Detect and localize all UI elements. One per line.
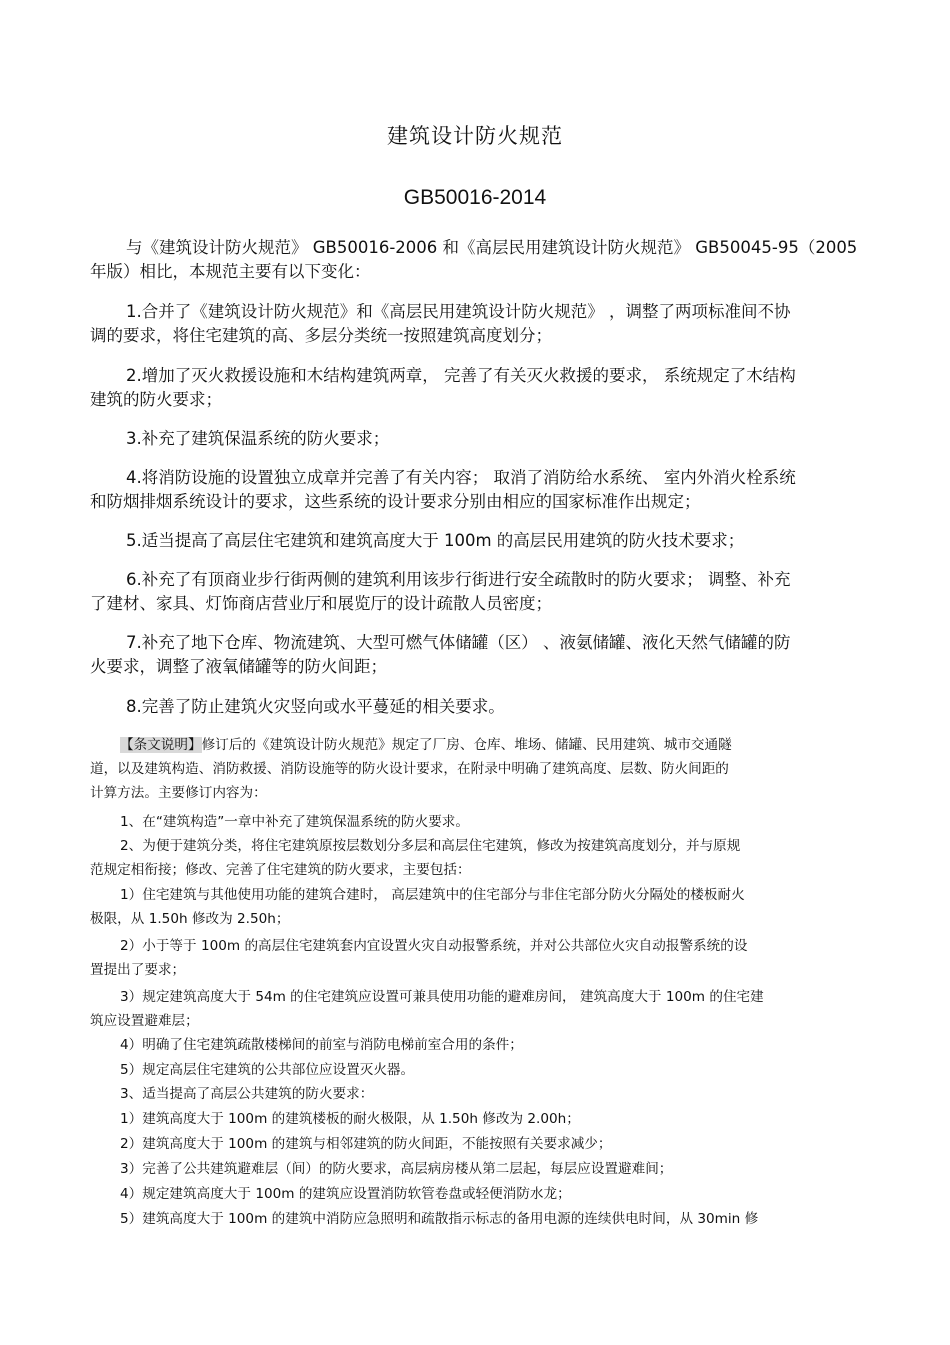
- change-line: 4.将消防设施的设置独立成章并完善了有关内容； 取消了消防给水系统、 室内外消火栓系统: [126, 468, 796, 487]
- change-item-4: [90, 466, 886, 514]
- revision-item: [90, 1182, 886, 1206]
- revision-item: [90, 1207, 886, 1231]
- revision-line: 1）住宅建筑与其他使用功能的建筑合建时， 高层建筑中的住宅部分与非住宅部分防火分隔处的楼板耐火: [120, 887, 745, 903]
- revision-line: 4）明确了住宅建筑疏散楼梯间的前室与消防电梯前室合用的条件；: [120, 1037, 523, 1053]
- change-line: 1.合并了《建筑设计防火规范》和《高层民用建筑设计防火规范》 ，调整了两项标准间不协: [126, 302, 791, 321]
- explanation-tag: 【条文说明】: [120, 737, 202, 753]
- explanation-line: 计算方法。主要修订内容为：: [90, 785, 267, 802]
- revision-item: [90, 810, 886, 834]
- change-item-6: [90, 568, 886, 616]
- revision-line: 2、为便于建筑分类，将住宅建筑原按层数划分多层和高层住宅建筑，修改为按建筑高度划分，并与原规: [120, 838, 741, 854]
- revision-line: 筑应设置避难层；: [90, 1013, 199, 1030]
- change-item-8: [90, 695, 886, 719]
- change-item-2: [90, 364, 886, 412]
- revision-line: 3）完善了公共建筑避难层（间）的防火要求，高层病房楼从第二层起，每层应设置避难间；: [120, 1161, 673, 1177]
- revision-line: 极限，从 1.50h 修改为 2.50h；: [90, 911, 290, 928]
- explanation-line: 道，以及建筑构造、消防救援、消防设施等的防火设计要求，在附录中明确了建筑高度、层数、防火间距的: [90, 761, 729, 778]
- change-line: 调的要求，将住宅建筑的高、多层分类统一按照建筑高度划分；: [90, 326, 552, 345]
- change-line: 火要求，调整了液氧储罐等的防火间距；: [90, 657, 387, 676]
- change-item-3: [90, 427, 886, 451]
- revision-item: [90, 1107, 886, 1131]
- change-item-1: [90, 300, 886, 348]
- revision-line: 3）规定建筑高度大于 54m 的住宅建筑应设置可兼具使用功能的避难房间， 建筑高度大于 100m 的住宅建: [120, 989, 764, 1005]
- revision-item: [90, 834, 886, 882]
- revision-line: 1）建筑高度大于 100m 的建筑楼板的耐火极限，从 1.50h 修改为 2.00h；: [120, 1111, 580, 1127]
- document-title: 建筑设计防火规范: [387, 124, 563, 148]
- revision-line: 4）规定建筑高度大于 100m 的建筑应设置消防软管卷盘或轻便消防水龙；: [120, 1186, 571, 1202]
- revision-line: 5）规定高层住宅建筑的公共部位应设置灭火器。: [120, 1062, 415, 1078]
- change-line: 建筑的防火要求；: [90, 390, 222, 409]
- change-item-7: [90, 631, 886, 679]
- intro-paragraph: [90, 236, 886, 284]
- revision-item: [90, 985, 886, 1033]
- revision-item: [90, 883, 886, 931]
- revision-line: 2）小于等于 100m 的高层住宅建筑套内宜设置火灾自动报警系统，并对公共部位火灾自动报警系统的设: [120, 938, 748, 954]
- revision-item: [90, 1082, 886, 1106]
- revision-line: 3、适当提高了高层公共建筑的防火要求：: [120, 1086, 374, 1102]
- revision-line: 5）建筑高度大于 100m 的建筑中消防应急照明和疏散指示标志的备用电源的连续供电时间，从 30min 修: [120, 1211, 759, 1227]
- change-line: 3.补充了建筑保温系统的防火要求；: [126, 429, 390, 448]
- revision-item: [90, 1132, 886, 1156]
- revision-item: [90, 1058, 886, 1082]
- explanation-paragraph: [90, 733, 886, 806]
- change-line: 和防烟排烟系统设计的要求，这些系统的设计要求分别由相应的国家标准作出规定；: [90, 492, 701, 511]
- explanation-line: [90, 733, 886, 757]
- change-line: 5.适当提高了高层住宅建筑和建筑高度大于 100m 的高层民用建筑的防火技术要求；: [126, 531, 745, 550]
- revision-item: [90, 1033, 886, 1057]
- change-line: 7.补充了地下仓库、物流建筑、大型可燃气体储罐（区） 、液氨储罐、液化天然气储罐的防: [126, 633, 791, 652]
- change-item-5: [90, 529, 886, 553]
- change-line: 8.完善了防止建筑火灾竖向或水平蔓延的相关要求。: [126, 697, 505, 716]
- revision-line: 1、在“建筑构造”一章中补充了建筑保温系统的防火要求。: [120, 814, 469, 830]
- change-line: 2.增加了灭火救援设施和木结构建筑两章， 完善了有关灭火救援的要求， 系统规定了木结构: [126, 366, 796, 385]
- revision-line: 范规定相衔接；修改、完善了住宅建筑的防火要求，主要包括：: [90, 862, 471, 879]
- intro-line: 与《建筑设计防火规范》 GB50016-2006 和《高层民用建筑设计防火规范》 GB50045-95（2005: [126, 238, 858, 257]
- standard-code: GB50016-2014: [403, 186, 547, 209]
- revision-item: [90, 1157, 886, 1181]
- change-line: 6.补充了有顶商业步行街两侧的建筑利用该步行街进行安全疏散时的防火要求； 调整、补充: [126, 570, 791, 589]
- change-line: 了建材、家具、灯饰商店营业厅和展览厅的设计疏散人员密度；: [90, 594, 552, 613]
- intro-line: 年版）相比，本规范主要有以下变化：: [90, 262, 371, 281]
- revision-line: 置提出了要求；: [90, 962, 186, 979]
- explanation-text: 修订后的《建筑设计防火规范》规定了厂房、仓库、堆场、储罐、民用建筑、城市交通隧: [201, 737, 732, 753]
- revision-item: [90, 934, 886, 982]
- revision-line: 2）建筑高度大于 100m 的建筑与相邻建筑的防火间距，不能按照有关要求减少；: [120, 1136, 612, 1152]
